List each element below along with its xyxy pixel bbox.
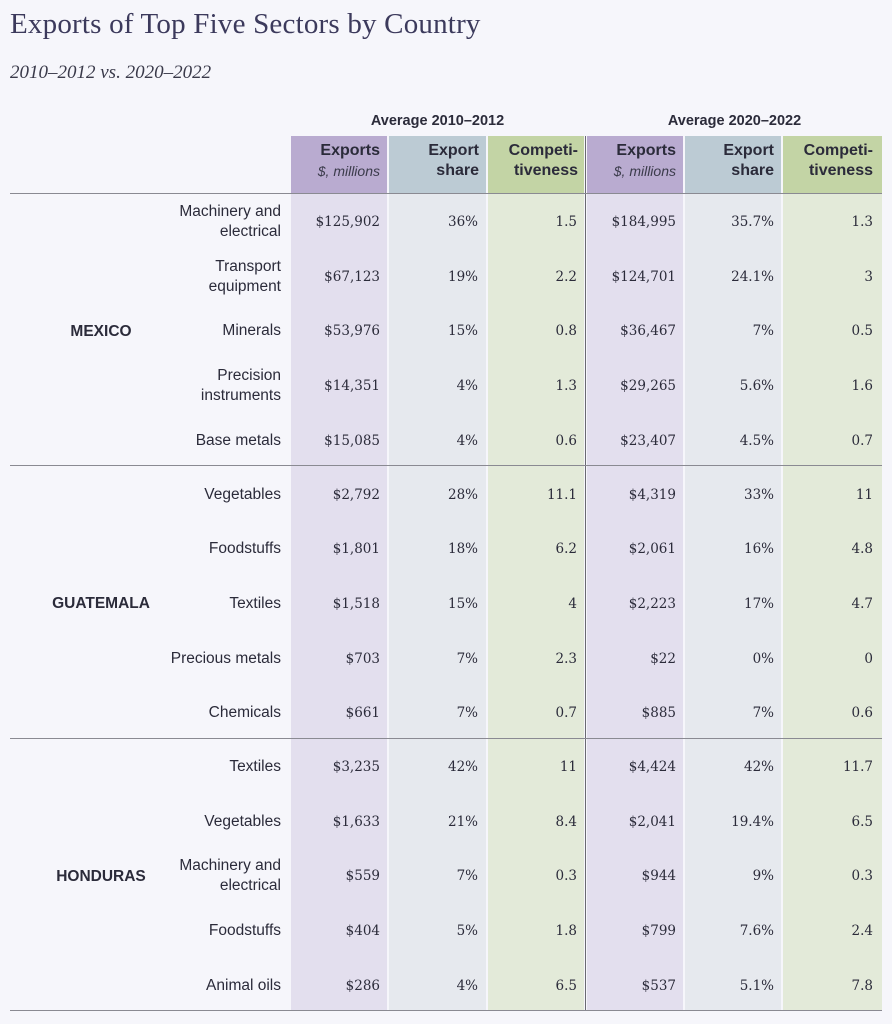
header-rule: [10, 193, 882, 194]
colhead-label: Exports: [616, 142, 676, 159]
table-cell-share2: 42%: [743, 759, 774, 776]
table-cell-share2: 7%: [752, 705, 774, 722]
table-cell-comp2: 11: [855, 486, 873, 503]
table-cell-share1: 7%: [456, 705, 478, 722]
colhead-unit: $, millions: [613, 163, 676, 179]
table-cell-comp1: 6.5: [555, 977, 577, 994]
colhead-label: share: [731, 162, 774, 179]
table-cell-comp2: 11.7: [842, 759, 873, 776]
colhead-label: tiveness: [513, 162, 578, 179]
table-cell-comp1: 2.3: [555, 650, 577, 667]
sector-label: Chemicals: [208, 704, 281, 722]
table-cell-exp1: $67,123: [324, 268, 380, 285]
page-title: Exports of Top Five Sectors by Country: [10, 8, 481, 40]
table-cell-comp1: 11: [559, 759, 577, 776]
table-cell-share2: 7.6%: [739, 923, 774, 940]
sector-label: Precious metals: [170, 649, 281, 667]
table-cell-share1: 15%: [447, 595, 478, 612]
table-cell-exp2: $2,041: [628, 813, 676, 830]
sector-label: Precision instruments: [200, 367, 281, 405]
table-cell-exp1: $15,085: [324, 432, 380, 449]
table-cell-comp2: 1.6: [851, 378, 873, 395]
table-cell-exp1: $559: [345, 868, 380, 885]
table-cell-comp2: 0: [864, 650, 873, 667]
sector-label: Textiles: [229, 758, 281, 776]
table-cell-exp2: $4,319: [628, 486, 676, 503]
table-cell-comp1: 0.6: [555, 432, 577, 449]
period-divider: [585, 136, 586, 1010]
colhead-label: tiveness: [808, 162, 873, 179]
colhead-label: Competi-: [508, 142, 578, 159]
table-cell-comp2: 0.3: [851, 868, 873, 885]
table-cell-share1: 7%: [456, 868, 478, 885]
table-cell-exp2: $184,995: [611, 214, 676, 231]
table-cell-comp2: 7.8: [851, 977, 873, 994]
table-cell-exp2: $944: [641, 868, 676, 885]
table-cell-share1: 4%: [456, 378, 478, 395]
table-cell-share2: 5.1%: [739, 977, 774, 994]
table-cell-comp2: 6.5: [851, 813, 873, 830]
table-cell-comp2: 0.6: [851, 705, 873, 722]
table-cell-share2: 17%: [743, 595, 774, 612]
table-cell-share1: 4%: [456, 432, 478, 449]
table-cell-comp2: 0.7: [851, 432, 873, 449]
table-cell-comp2: 4.8: [851, 541, 873, 558]
table-cell-share1: 4%: [456, 977, 478, 994]
sector-label: Vegetables: [204, 812, 281, 830]
sector-label: Textiles: [229, 594, 281, 612]
table-cell-exp1: $286: [345, 977, 380, 994]
colhead-unit: $, millions: [317, 163, 380, 179]
table-cell-comp2: 4.7: [851, 595, 873, 612]
table-cell-comp1: 1.5: [555, 214, 577, 231]
table-cell-exp1: $2,792: [332, 486, 380, 503]
table-cell-exp1: $404: [345, 923, 380, 940]
table-cell-comp2: 3: [864, 268, 873, 285]
table-cell-exp1: $3,235: [332, 759, 380, 776]
table-cell-share1: 42%: [447, 759, 478, 776]
table-cell-share1: 28%: [447, 486, 478, 503]
country-label: HONDURAS: [56, 867, 146, 885]
table-cell-share1: 15%: [447, 323, 478, 340]
group-header-2020: Average 2020–2022: [667, 113, 802, 129]
table-cell-comp1: 11.1: [546, 486, 577, 503]
colhead-label: Export: [428, 142, 479, 159]
table-cell-comp1: 1.3: [555, 378, 577, 395]
colhead-comp-2010: [488, 141, 578, 181]
table-cell-exp1: $661: [345, 705, 380, 722]
colhead-exports-2020: [587, 141, 676, 181]
colhead-share-2020: [685, 141, 774, 181]
colhead-label: Competi-: [803, 142, 873, 159]
table-cell-share1: 7%: [456, 650, 478, 667]
table-cell-comp1: 2.2: [555, 268, 577, 285]
table-cell-exp1: $14,351: [324, 378, 380, 395]
group-header-2010: Average 2010–2012: [370, 113, 505, 129]
table-cell-share2: 24.1%: [731, 268, 774, 285]
country-label: MEXICO: [70, 322, 132, 340]
table-cell-exp1: $1,801: [332, 541, 380, 558]
table-cell-comp1: 0.8: [555, 323, 577, 340]
sector-label: Animal oils: [206, 976, 281, 994]
page-subtitle: 2010–2012 vs. 2020–2022: [10, 62, 212, 83]
table-cell-share1: 5%: [456, 923, 478, 940]
table-cell-comp1: 1.8: [555, 923, 577, 940]
table-cell-exp2: $22: [650, 650, 676, 667]
table-cell-exp2: $4,424: [628, 759, 676, 776]
table-cell-comp1: 0.7: [555, 705, 577, 722]
table-cell-share1: 21%: [447, 813, 478, 830]
table-cell-share1: 36%: [447, 214, 478, 231]
table-cell-share1: 19%: [447, 268, 478, 285]
table-cell-exp2: $537: [641, 977, 676, 994]
table-cell-share2: 35.7%: [731, 214, 774, 231]
colhead-share-2010: [389, 141, 479, 181]
table-cell-exp1: $53,976: [324, 323, 380, 340]
table-cell-exp1: $125,902: [315, 214, 380, 231]
colhead-exports-2010: [291, 141, 380, 181]
colhead-label: Export: [723, 142, 774, 159]
table-cell-exp1: $1,518: [332, 595, 380, 612]
sector-label: Machinery and electrical: [179, 857, 281, 895]
colhead-label: Exports: [320, 142, 380, 159]
country-label: GUATEMALA: [52, 595, 150, 612]
table-cell-comp1: 8.4: [555, 813, 577, 830]
sector-label: Transport equipment: [208, 257, 281, 295]
colhead-label: share: [436, 162, 479, 179]
table-cell-share2: 19.4%: [731, 813, 774, 830]
table-cell-exp2: $885: [641, 705, 676, 722]
table-cell-share2: 4.5%: [739, 432, 774, 449]
table-cell-exp2: $36,467: [620, 323, 676, 340]
table-cell-exp1: $703: [345, 650, 380, 667]
table-cell-share2: 16%: [743, 541, 774, 558]
table-cell-share2: 5.6%: [739, 378, 774, 395]
table-cell-share2: 0%: [752, 650, 774, 667]
table-cell-comp2: 2.4: [851, 923, 873, 940]
table-cell-exp2: $2,223: [628, 595, 676, 612]
sector-label: Minerals: [222, 322, 281, 340]
table-cell-exp2: $124,701: [611, 268, 676, 285]
sector-label: Foodstuffs: [208, 540, 281, 558]
sector-label: Base metals: [195, 431, 281, 449]
colhead-comp-2020: [783, 141, 873, 181]
sector-label: Machinery and electrical: [179, 203, 281, 241]
table-cell-share2: 9%: [752, 868, 774, 885]
table-cell-comp1: 0.3: [555, 868, 577, 885]
table-cell-comp2: 1.3: [851, 214, 873, 231]
table-cell-share1: 18%: [447, 541, 478, 558]
table-cell-comp1: 4: [568, 595, 577, 612]
sector-label: Vegetables: [204, 485, 281, 503]
table-cell-share2: 33%: [743, 486, 774, 503]
table-cell-exp2: $29,265: [620, 378, 676, 395]
table-cell-exp2: $799: [641, 923, 676, 940]
table-cell-exp2: $23,407: [620, 432, 676, 449]
table-cell-comp2: 0.5: [851, 323, 873, 340]
table-cell-exp2: $2,061: [628, 541, 676, 558]
table-cell-share2: 7%: [752, 323, 774, 340]
sector-label: Foodstuffs: [208, 922, 281, 940]
table-cell-exp1: $1,633: [332, 813, 380, 830]
table-cell-comp1: 6.2: [555, 541, 577, 558]
